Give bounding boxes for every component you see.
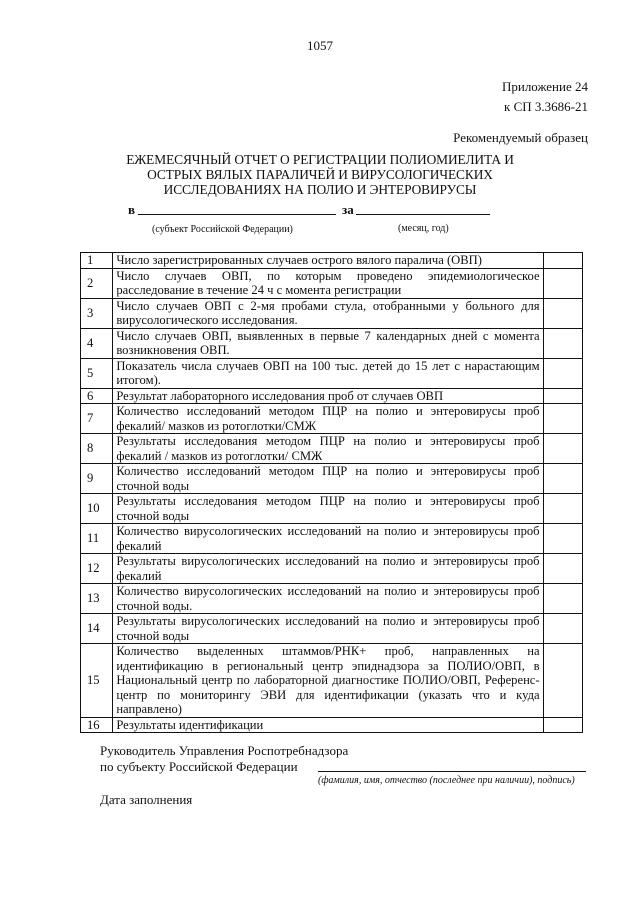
row-indicator: Результаты исследования методом ПЦР на полио и энтеровирусы проб сточной воды: [113, 494, 543, 524]
row-indicator: Результаты вирусологических исследований на полио и энтеровирусы проб сточной воды: [113, 614, 543, 644]
row-number: 8: [81, 434, 113, 464]
period-field[interactable]: [356, 214, 490, 215]
value-cell[interactable]: [543, 494, 582, 524]
row-number: 13: [81, 584, 113, 614]
head-title-line1: Руководитель Управления Роспотребнадзора: [100, 743, 349, 758]
head-title-line2: по субъекту Российской Федерации: [100, 759, 298, 774]
table-row: [81, 554, 583, 584]
row-indicator: Результаты идентификации: [113, 717, 543, 733]
date-label: Дата заполнения: [100, 792, 193, 807]
row-number: 12: [81, 554, 113, 584]
row-indicator: Показатель числа случаев ОВП на 100 тыс. детей до 15 лет с нарастающим итогом).: [113, 358, 543, 388]
table-row: [81, 328, 583, 358]
page-number: 1057: [307, 38, 333, 53]
table-row: [81, 717, 583, 733]
table-row: [81, 464, 583, 494]
value-cell[interactable]: [543, 524, 582, 554]
row-number: 10: [81, 494, 113, 524]
value-cell[interactable]: [543, 584, 582, 614]
row-indicator: Результат лабораторного исследования проб от случаев ОВП: [113, 388, 543, 404]
row-number: 5: [81, 358, 113, 388]
value-cell[interactable]: [543, 644, 582, 718]
row-indicator: Число случаев ОВП с 2-мя пробами стула, отобранными у больного для вирусологического исследования.: [113, 298, 543, 328]
table-row: [81, 253, 583, 269]
value-cell[interactable]: [543, 614, 582, 644]
value-cell[interactable]: [543, 717, 582, 733]
row-indicator: Результаты вирусологических исследований на полио и энтеровирусы проб фекалий: [113, 554, 543, 584]
row-indicator: Число случаев ОВП, выявленных в первые 7 календарных дней с момента возникновения ОВП.: [113, 328, 543, 358]
value-cell[interactable]: [543, 434, 582, 464]
row-number: 1: [81, 253, 113, 269]
row-indicator: Число случаев ОВП, по которым проведено эпидемиологическое расследование в течение 24 ч с момента регистрации: [113, 268, 543, 298]
value-cell[interactable]: [543, 464, 582, 494]
value-cell[interactable]: [543, 388, 582, 404]
row-number: 16: [81, 717, 113, 733]
recommended-sample-label: Рекомендуемый образец: [453, 130, 588, 145]
subject-field[interactable]: [138, 214, 336, 215]
row-number: 9: [81, 464, 113, 494]
signature-caption: (фамилия, имя, отчество (последнее при наличии), подпись): [318, 775, 575, 786]
table-row: [81, 494, 583, 524]
period-caption: (месяц, год): [398, 223, 449, 234]
signature-field[interactable]: [318, 771, 586, 772]
table-row: [81, 404, 583, 434]
row-indicator: Количество исследований методом ПЦР на полио и энтеровирусы проб фекалий/ мазков из ротоглотки/СМЖ: [113, 404, 543, 434]
table-row: [81, 434, 583, 464]
row-indicator: Результаты исследования методом ПЦР на полио и энтеровирусы проб фекалий / мазков из ротоглотки/ СМЖ: [113, 434, 543, 464]
row-number: 15: [81, 644, 113, 718]
document-title: ЕЖЕМЕСЯЧНЫЙ ОТЧЕТ О РЕГИСТРАЦИИ ПОЛИОМИЕЛИТА И ОСТРЫХ ВЯЛЫХ ПАРАЛИЧЕЙ И ВИРУСОЛОГИЧЕСКИХ ИССЛЕДОВАНИЯХ НА ПОЛИО И ЭНТЕРОВИРУСЫ: [126, 152, 514, 197]
table-row: [81, 584, 583, 614]
value-cell[interactable]: [543, 404, 582, 434]
table-row: [81, 268, 583, 298]
value-cell[interactable]: [543, 554, 582, 584]
table-row: [81, 298, 583, 328]
row-number: 2: [81, 268, 113, 298]
value-cell[interactable]: [543, 358, 582, 388]
row-number: 11: [81, 524, 113, 554]
table-row: [81, 388, 583, 404]
report-table: [80, 252, 583, 733]
value-cell[interactable]: [543, 298, 582, 328]
table-row: [81, 358, 583, 388]
row-number: 4: [81, 328, 113, 358]
table-row: [81, 524, 583, 554]
table-row: [81, 644, 583, 718]
appendix-label: Приложение 24: [501, 79, 588, 94]
value-cell[interactable]: [543, 328, 582, 358]
table-row: [81, 614, 583, 644]
row-indicator: Количество выделенных штаммов/РНК+ проб, направленных на идентификацию в региональный центр эпиднадзора за ПОЛИО/ОВП, в Национальный центр по лабораторной диагностике ПОЛИО/ОВП, Референс-центр по мониторингу ЭВИ для идентификации (указать что и куда направлено): [113, 644, 543, 718]
for-label: за: [342, 202, 354, 217]
row-indicator: Количество исследований методом ПЦР на полио и энтеровирусы проб сточной воды: [113, 464, 543, 494]
value-cell[interactable]: [543, 268, 582, 298]
row-number: 6: [81, 388, 113, 404]
in-label: в: [128, 202, 136, 217]
row-indicator: Число зарегистрированных случаев острого вялого паралича (ОВП): [113, 253, 543, 269]
row-indicator: Количество вирусологических исследований на полио и энтеровирусы проб фекалий: [113, 524, 543, 554]
row-number: 7: [81, 404, 113, 434]
row-number: 3: [81, 298, 113, 328]
value-cell[interactable]: [543, 253, 582, 269]
subject-caption: (субъект Российской Федерации): [152, 224, 293, 235]
row-indicator: Количество вирусологических исследований на полио и энтеровирусы проб сточной воды.: [113, 584, 543, 614]
row-number: 14: [81, 614, 113, 644]
reference-label: к СП 3.3686-21: [504, 99, 588, 114]
